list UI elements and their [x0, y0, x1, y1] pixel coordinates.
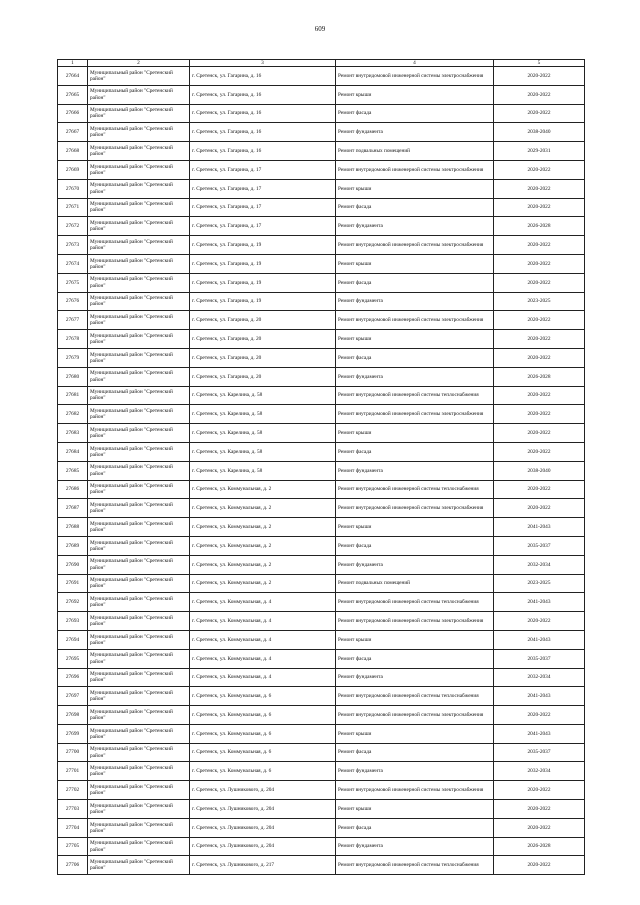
cell-row-number: 27688 [58, 518, 88, 537]
cell-work-type: Ремонт фундамента [336, 123, 494, 142]
table-row [58, 706, 585, 725]
cell-address: г. Сретенск, ул. Коммунальная, д. 4 [190, 593, 336, 612]
cell-period: 2020-2022 [494, 818, 585, 837]
cell-municipality: Муниципальный район "Сретенский район" [88, 818, 190, 837]
cell-row-number: 27668 [58, 142, 88, 161]
cell-address: г. Сретенск, ул. Гагарина, д. 17 [190, 179, 336, 198]
cell-work-type: Ремонт внутридомовой инженерной системы электроснабжения [336, 311, 494, 330]
cell-address: г. Сретенск, ул. Гагарина, д. 19 [190, 236, 336, 255]
cell-row-number: 27702 [58, 781, 88, 800]
cell-period: 2020-2022 [494, 179, 585, 198]
cell-row-number: 27706 [58, 856, 88, 875]
cell-work-type: Ремонт крыши [336, 85, 494, 104]
cell-period: 2020-2022 [494, 781, 585, 800]
cell-address: г. Сретенск, ул. Коммунальная, д. 6 [190, 743, 336, 762]
cell-period: 2041-2043 [494, 687, 585, 706]
cell-address: г. Сретенск, ул. Лушникового, д. 204 [190, 800, 336, 819]
cell-work-type: Ремонт фундамента [336, 461, 494, 480]
cell-municipality: Муниципальный район "Сретенский район" [88, 837, 190, 856]
cell-row-number: 27700 [58, 743, 88, 762]
cell-address: г. Сретенск, ул. Гагарина, д. 17 [190, 160, 336, 179]
cell-municipality: Муниципальный район "Сретенский район" [88, 518, 190, 537]
cell-municipality: Муниципальный район "Сретенский район" [88, 442, 190, 461]
cell-period: 2029-2031 [494, 142, 585, 161]
table-row [58, 424, 585, 443]
cell-period: 2032-2034 [494, 668, 585, 687]
cell-period: 2035-2037 [494, 536, 585, 555]
cell-row-number: 27689 [58, 536, 88, 555]
cell-row-number: 27699 [58, 724, 88, 743]
cell-municipality: Муниципальный район "Сретенский район" [88, 649, 190, 668]
cell-row-number: 27685 [58, 461, 88, 480]
cell-work-type: Ремонт фасада [336, 273, 494, 292]
cell-work-type: Ремонт подвальных помещений [336, 142, 494, 161]
cell-work-type: Ремонт фундамента [336, 555, 494, 574]
table-row [58, 198, 585, 217]
table-row [58, 236, 585, 255]
table-row [58, 405, 585, 424]
cell-address: г. Сретенск, ул. Коммунальная, д. 6 [190, 706, 336, 725]
table-row [58, 367, 585, 386]
cell-row-number: 27678 [58, 330, 88, 349]
cell-municipality: Муниципальный район "Сретенский район" [88, 67, 190, 86]
cell-row-number: 27680 [58, 367, 88, 386]
cell-work-type: Ремонт фундамента [336, 837, 494, 856]
cell-address: г. Сретенск, ул. Коммунальная, д. 4 [190, 612, 336, 631]
cell-period: 2020-2022 [494, 405, 585, 424]
table-row [58, 330, 585, 349]
cell-address: г. Сретенск, ул. Гагарина, д. 17 [190, 217, 336, 236]
cell-work-type: Ремонт внутридомовой инженерной системы теплоснабжения [336, 593, 494, 612]
cell-work-type: Ремонт внутридомовой инженерной системы электроснабжения [336, 706, 494, 725]
cell-row-number: 27691 [58, 574, 88, 593]
table-row [58, 67, 585, 86]
cell-municipality: Муниципальный район "Сретенский район" [88, 499, 190, 518]
cell-municipality: Муниципальный район "Сретенский район" [88, 142, 190, 161]
table-row [58, 800, 585, 819]
cell-row-number: 27692 [58, 593, 88, 612]
cell-period: 2020-2022 [494, 348, 585, 367]
cell-row-number: 27705 [58, 837, 88, 856]
cell-municipality: Муниципальный район "Сретенский район" [88, 198, 190, 217]
table-row [58, 104, 585, 123]
cell-municipality: Муниципальный район "Сретенский район" [88, 405, 190, 424]
cell-work-type: Ремонт подвальных помещений [336, 574, 494, 593]
cell-municipality: Муниципальный район "Сретенский район" [88, 706, 190, 725]
cell-work-type: Ремонт крыши [336, 330, 494, 349]
cell-address: г. Сретенск, ул. Гагарина, д. 19 [190, 292, 336, 311]
cell-row-number: 27690 [58, 555, 88, 574]
cell-address: г. Сретенск, ул. Гагарина, д. 19 [190, 273, 336, 292]
cell-period: 2020-2022 [494, 856, 585, 875]
cell-period: 2020-2022 [494, 160, 585, 179]
table-row [58, 574, 585, 593]
table-row [58, 85, 585, 104]
cell-row-number: 27679 [58, 348, 88, 367]
cell-work-type: Ремонт фасада [336, 348, 494, 367]
cell-municipality: Муниципальный район "Сретенский район" [88, 217, 190, 236]
cell-work-type: Ремонт внутридомовой инженерной системы электроснабжения [336, 160, 494, 179]
table-row [58, 518, 585, 537]
cell-work-type: Ремонт внутридомовой инженерной системы электроснабжения [336, 499, 494, 518]
cell-period: 2020-2022 [494, 442, 585, 461]
cell-municipality: Муниципальный район "Сретенский район" [88, 104, 190, 123]
cell-period: 2023-2025 [494, 292, 585, 311]
cell-address: г. Сретенск, ул. Карелина, д. 58 [190, 461, 336, 480]
table-row [58, 499, 585, 518]
cell-municipality: Муниципальный район "Сретенский район" [88, 424, 190, 443]
cell-work-type: Ремонт фундамента [336, 367, 494, 386]
cell-work-type: Ремонт внутридомовой инженерной системы теплоснабжения [336, 856, 494, 875]
cell-period: 2041-2043 [494, 518, 585, 537]
table-body [58, 67, 585, 875]
table-row [58, 311, 585, 330]
table-row [58, 348, 585, 367]
cell-municipality: Муниципальный район "Сретенский район" [88, 781, 190, 800]
cell-work-type: Ремонт фасада [336, 442, 494, 461]
column-header-1: 1 [58, 60, 88, 67]
cell-address: г. Сретенск, ул. Гагарина, д. 17 [190, 198, 336, 217]
cell-address: г. Сретенск, ул. Гагарина, д. 16 [190, 104, 336, 123]
cell-address: г. Сретенск, ул. Коммунальная, д. 6 [190, 724, 336, 743]
column-header-3: 3 [190, 60, 336, 67]
cell-work-type: Ремонт крыши [336, 179, 494, 198]
table-row [58, 856, 585, 875]
cell-municipality: Муниципальный район "Сретенский район" [88, 367, 190, 386]
table-row [58, 781, 585, 800]
cell-row-number: 27674 [58, 254, 88, 273]
cell-municipality: Муниципальный район "Сретенский район" [88, 330, 190, 349]
cell-row-number: 27670 [58, 179, 88, 198]
cell-address: г. Сретенск, ул. Лушникового, д. 204 [190, 818, 336, 837]
cell-address: г. Сретенск, ул. Коммунальная, д. 4 [190, 668, 336, 687]
cell-row-number: 27672 [58, 217, 88, 236]
cell-work-type: Ремонт крыши [336, 800, 494, 819]
cell-work-type: Ремонт фасада [336, 818, 494, 837]
repair-schedule-table [57, 59, 585, 875]
cell-row-number: 27684 [58, 442, 88, 461]
cell-municipality: Муниципальный район "Сретенский район" [88, 311, 190, 330]
cell-period: 2020-2022 [494, 386, 585, 405]
cell-work-type: Ремонт внутридомовой инженерной системы теплоснабжения [336, 386, 494, 405]
table-row [58, 555, 585, 574]
cell-period: 2020-2022 [494, 85, 585, 104]
cell-municipality: Муниципальный район "Сретенский район" [88, 236, 190, 255]
cell-municipality: Муниципальный район "Сретенский район" [88, 555, 190, 574]
cell-address: г. Сретенск, ул. Коммунальная, д. 2 [190, 574, 336, 593]
cell-row-number: 27694 [58, 630, 88, 649]
cell-period: 2035-2037 [494, 743, 585, 762]
cell-period: 2038-2040 [494, 461, 585, 480]
table-row [58, 179, 585, 198]
cell-row-number: 27696 [58, 668, 88, 687]
cell-row-number: 27666 [58, 104, 88, 123]
cell-municipality: Муниципальный район "Сретенский район" [88, 348, 190, 367]
table-row [58, 593, 585, 612]
table-row [58, 386, 585, 405]
cell-address: г. Сретенск, ул. Карелина, д. 58 [190, 442, 336, 461]
cell-work-type: Ремонт фундамента [336, 292, 494, 311]
cell-municipality: Муниципальный район "Сретенский район" [88, 536, 190, 555]
cell-row-number: 27667 [58, 123, 88, 142]
cell-address: г. Сретенск, ул. Гагарина, д. 16 [190, 85, 336, 104]
cell-address: г. Сретенск, ул. Карелина, д. 58 [190, 386, 336, 405]
cell-row-number: 27675 [58, 273, 88, 292]
cell-address: г. Сретенск, ул. Коммунальная, д. 2 [190, 536, 336, 555]
cell-period: 2038-2040 [494, 123, 585, 142]
cell-period: 2020-2022 [494, 198, 585, 217]
table-row [58, 273, 585, 292]
cell-row-number: 27669 [58, 160, 88, 179]
table-row [58, 160, 585, 179]
cell-address: г. Сретенск, ул. Гагарина, д. 20 [190, 311, 336, 330]
cell-row-number: 27673 [58, 236, 88, 255]
cell-address: г. Сретенск, ул. Коммунальная, д. 6 [190, 762, 336, 781]
cell-address: г. Сретенск, ул. Гагарина, д. 16 [190, 67, 336, 86]
table-row [58, 649, 585, 668]
cell-work-type: Ремонт фундамента [336, 762, 494, 781]
cell-address: г. Сретенск, ул. Коммунальная, д. 2 [190, 480, 336, 499]
table-row [58, 837, 585, 856]
cell-work-type: Ремонт крыши [336, 254, 494, 273]
cell-work-type: Ремонт фундамента [336, 668, 494, 687]
cell-address: г. Сретенск, ул. Гагарина, д. 16 [190, 142, 336, 161]
table-row [58, 123, 585, 142]
cell-row-number: 27687 [58, 499, 88, 518]
table-row [58, 724, 585, 743]
table-row [58, 612, 585, 631]
cell-municipality: Муниципальный район "Сретенский район" [88, 574, 190, 593]
cell-municipality: Муниципальный район "Сретенский район" [88, 123, 190, 142]
cell-work-type: Ремонт внутридомовой инженерной системы электроснабжения [336, 612, 494, 631]
table-row [58, 687, 585, 706]
cell-row-number: 27701 [58, 762, 88, 781]
cell-municipality: Муниципальный район "Сретенский район" [88, 160, 190, 179]
cell-address: г. Сретенск, ул. Лушникового, д. 204 [190, 781, 336, 800]
cell-municipality: Муниципальный район "Сретенский район" [88, 480, 190, 499]
cell-work-type: Ремонт внутридомовой инженерной системы теплоснабжения [336, 480, 494, 499]
cell-period: 2032-2034 [494, 762, 585, 781]
column-number-row [58, 60, 585, 67]
cell-row-number: 27697 [58, 687, 88, 706]
cell-period: 2026-2028 [494, 367, 585, 386]
cell-row-number: 27693 [58, 612, 88, 631]
cell-row-number: 27665 [58, 85, 88, 104]
cell-period: 2020-2022 [494, 706, 585, 725]
column-header-2: 2 [88, 60, 190, 67]
cell-address: г. Сретенск, ул. Коммунальная, д. 2 [190, 499, 336, 518]
table-row [58, 536, 585, 555]
cell-period: 2020-2022 [494, 424, 585, 443]
cell-row-number: 27704 [58, 818, 88, 837]
cell-municipality: Муниципальный район "Сретенский район" [88, 461, 190, 480]
cell-row-number: 27698 [58, 706, 88, 725]
table-row [58, 461, 585, 480]
table-row [58, 292, 585, 311]
cell-municipality: Муниципальный район "Сретенский район" [88, 254, 190, 273]
cell-work-type: Ремонт крыши [336, 724, 494, 743]
cell-row-number: 27664 [58, 67, 88, 86]
cell-period: 2020-2022 [494, 104, 585, 123]
cell-period: 2020-2022 [494, 273, 585, 292]
cell-address: г. Сретенск, ул. Гагарина, д. 20 [190, 367, 336, 386]
table-row [58, 442, 585, 461]
column-header-4: 4 [336, 60, 494, 67]
cell-period: 2035-2037 [494, 649, 585, 668]
cell-period: 2020-2022 [494, 480, 585, 499]
cell-municipality: Муниципальный район "Сретенский район" [88, 800, 190, 819]
cell-row-number: 27682 [58, 405, 88, 424]
cell-row-number: 27703 [58, 800, 88, 819]
cell-period: 2041-2043 [494, 724, 585, 743]
table-row [58, 818, 585, 837]
cell-municipality: Муниципальный район "Сретенский район" [88, 85, 190, 104]
cell-address: г. Сретенск, ул. Гагарина, д. 16 [190, 123, 336, 142]
cell-municipality: Муниципальный район "Сретенский район" [88, 273, 190, 292]
cell-period: 2032-2034 [494, 555, 585, 574]
cell-work-type: Ремонт фасада [336, 198, 494, 217]
table-row [58, 480, 585, 499]
cell-period: 2020-2022 [494, 330, 585, 349]
cell-municipality: Муниципальный район "Сретенский район" [88, 179, 190, 198]
cell-municipality: Муниципальный район "Сретенский район" [88, 687, 190, 706]
cell-municipality: Муниципальный район "Сретенский район" [88, 593, 190, 612]
cell-row-number: 27686 [58, 480, 88, 499]
cell-municipality: Муниципальный район "Сретенский район" [88, 762, 190, 781]
cell-work-type: Ремонт крыши [336, 630, 494, 649]
cell-row-number: 27677 [58, 311, 88, 330]
cell-address: г. Сретенск, ул. Гагарина, д. 20 [190, 348, 336, 367]
cell-period: 2020-2022 [494, 800, 585, 819]
cell-address: г. Сретенск, ул. Гагарина, д. 20 [190, 330, 336, 349]
table-row [58, 142, 585, 161]
cell-work-type: Ремонт фасада [336, 536, 494, 555]
table-row [58, 668, 585, 687]
cell-address: г. Сретенск, ул. Гагарина, д. 19 [190, 254, 336, 273]
cell-row-number: 27681 [58, 386, 88, 405]
cell-municipality: Муниципальный район "Сретенский район" [88, 386, 190, 405]
cell-work-type: Ремонт внутридомовой инженерной системы теплоснабжения [336, 687, 494, 706]
cell-work-type: Ремонт фасада [336, 649, 494, 668]
cell-period: 2020-2022 [494, 499, 585, 518]
cell-period: 2041-2043 [494, 630, 585, 649]
cell-work-type: Ремонт крыши [336, 424, 494, 443]
cell-address: г. Сретенск, ул. Коммунальная, д. 2 [190, 518, 336, 537]
cell-row-number: 27676 [58, 292, 88, 311]
cell-row-number: 27683 [58, 424, 88, 443]
table-row [58, 743, 585, 762]
cell-period: 2023-2025 [494, 574, 585, 593]
cell-municipality: Муниципальный район "Сретенский район" [88, 856, 190, 875]
cell-row-number: 27671 [58, 198, 88, 217]
cell-work-type: Ремонт внутридомовой инженерной системы электроснабжения [336, 781, 494, 800]
column-header-5: 5 [494, 60, 585, 67]
cell-period: 2026-2028 [494, 217, 585, 236]
table-row [58, 762, 585, 781]
table-row [58, 630, 585, 649]
cell-municipality: Муниципальный район "Сретенский район" [88, 630, 190, 649]
cell-municipality: Муниципальный район "Сретенский район" [88, 612, 190, 631]
cell-work-type: Ремонт внутридомовой инженерной системы электроснабжения [336, 67, 494, 86]
cell-work-type: Ремонт фундамента [336, 217, 494, 236]
cell-row-number: 27695 [58, 649, 88, 668]
cell-period: 2020-2022 [494, 612, 585, 631]
table-row [58, 254, 585, 273]
cell-work-type: Ремонт внутридомовой инженерной системы электроснабжения [336, 405, 494, 424]
page-number: 609 [314, 25, 326, 33]
table-row [58, 217, 585, 236]
cell-work-type: Ремонт фасада [336, 104, 494, 123]
cell-address: г. Сретенск, ул. Лушникового, д. 217 [190, 856, 336, 875]
cell-municipality: Муниципальный район "Сретенский район" [88, 292, 190, 311]
cell-municipality: Муниципальный район "Сретенский район" [88, 668, 190, 687]
cell-address: г. Сретенск, ул. Карелина, д. 58 [190, 405, 336, 424]
cell-municipality: Муниципальный район "Сретенский район" [88, 724, 190, 743]
cell-period: 2041-2043 [494, 593, 585, 612]
cell-period: 2020-2022 [494, 67, 585, 86]
cell-address: г. Сретенск, ул. Коммунальная, д. 4 [190, 630, 336, 649]
cell-address: г. Сретенск, ул. Карелина, д. 58 [190, 424, 336, 443]
cell-period: 2020-2022 [494, 311, 585, 330]
cell-address: г. Сретенск, ул. Коммунальная, д. 4 [190, 649, 336, 668]
cell-address: г. Сретенск, ул. Лушникового, д. 204 [190, 837, 336, 856]
cell-municipality: Муниципальный район "Сретенский район" [88, 743, 190, 762]
cell-period: 2020-2022 [494, 236, 585, 255]
cell-work-type: Ремонт фасада [336, 743, 494, 762]
cell-period: 2026-2028 [494, 837, 585, 856]
cell-work-type: Ремонт крыши [336, 518, 494, 537]
cell-address: г. Сретенск, ул. Коммунальная, д. 2 [190, 555, 336, 574]
cell-period: 2020-2022 [494, 254, 585, 273]
cell-work-type: Ремонт внутридомовой инженерной системы электроснабжения [336, 236, 494, 255]
cell-address: г. Сретенск, ул. Коммунальная, д. 6 [190, 687, 336, 706]
